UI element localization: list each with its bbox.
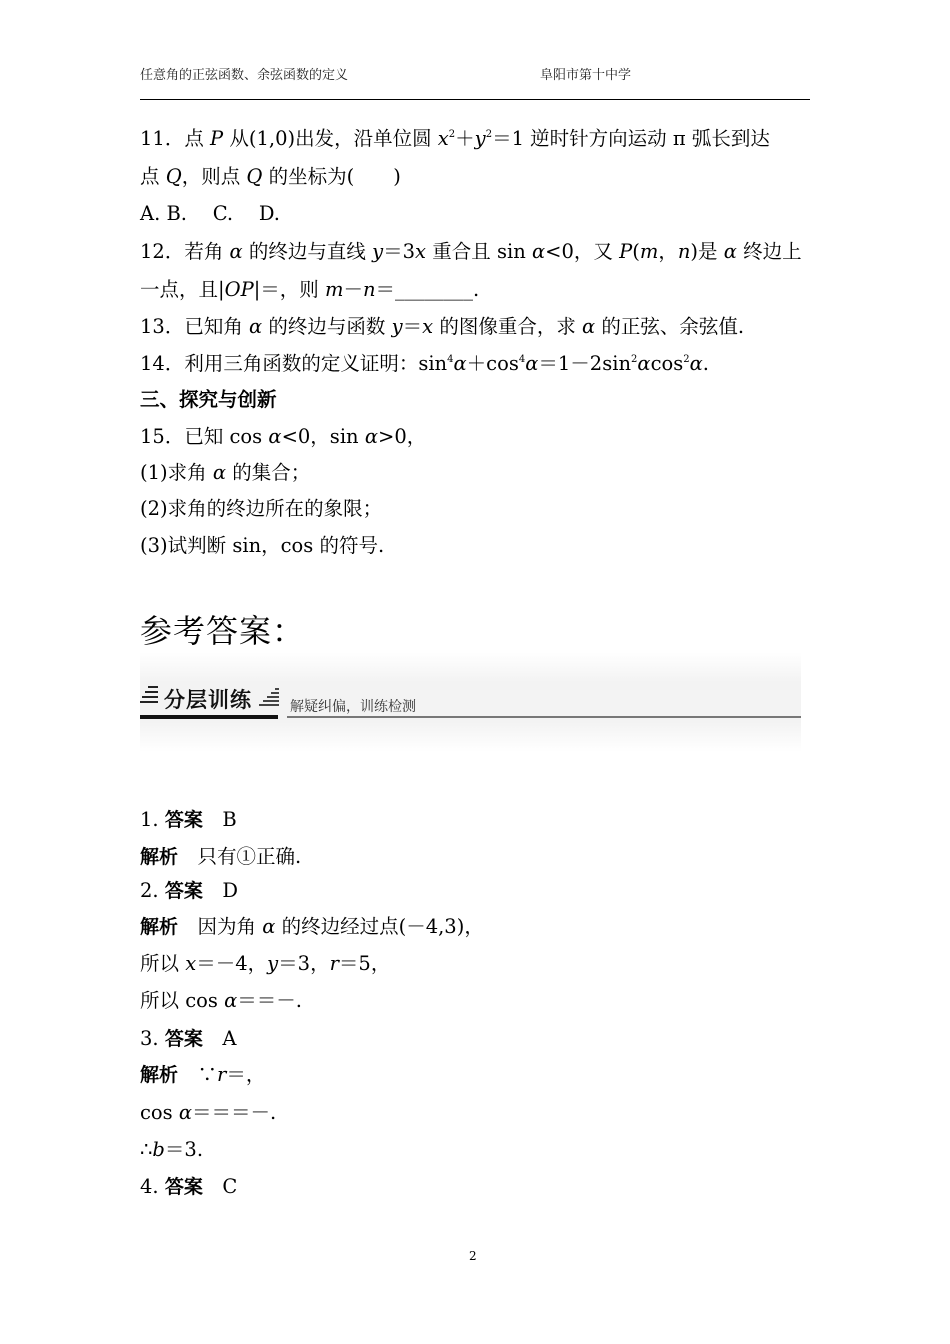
header-school: 阜阳市第十中学 xyxy=(540,68,632,83)
answer-1-explanation: 解析 只有①正确. xyxy=(140,845,302,868)
lines-icon xyxy=(140,686,158,708)
answers-title: 参考答案： xyxy=(140,612,306,650)
answer-2-line-2: 所以 x＝－4，y＝3，r＝5， xyxy=(140,952,391,975)
section-banner xyxy=(140,652,801,752)
answer-3: 3. 答案 A xyxy=(140,1027,237,1050)
question-12-line-2: 一点，且|OP|＝，则 m－n＝________. xyxy=(140,278,480,301)
header-title: 任意角的正弦函数、余弦函数的定义 xyxy=(140,68,349,83)
answer-1: 1. 答案 B xyxy=(140,808,237,831)
banner-subtitle: 解疑纠偏，训练检测 xyxy=(290,699,416,715)
answer-2: 2. 答案 D xyxy=(140,879,238,902)
question-11-options: A. B. C. D. xyxy=(140,202,280,225)
question-15-part-2: (2)求角的终边所在的象限； xyxy=(140,497,383,520)
banner-thick-rule xyxy=(140,715,278,719)
page-number: 2 xyxy=(469,1249,477,1263)
answer-3-line-2: cos α＝＝＝－. xyxy=(140,1101,277,1124)
header-divider xyxy=(140,99,810,100)
banner-heading: 分层训练 xyxy=(164,688,252,712)
question-11-line-2: 点 Q，则点 Q 的坐标为( ) xyxy=(140,165,401,188)
question-12-line-1: 12．若角 α 的终边与直线 y＝3x 重合且 sin α<0，又 P(m，n)是 α 终边上 xyxy=(140,240,802,263)
question-13: 13．已知角 α 的终边与函数 y＝x 的图像重合，求 α 的正弦、余弦值. xyxy=(140,315,745,338)
question-15-part-3: (3)试判断 sin，cos 的符号. xyxy=(140,534,385,557)
section-heading: 三、探究与创新 xyxy=(140,388,277,411)
page-header xyxy=(140,64,810,100)
answer-3-line-3: ∴b＝3. xyxy=(140,1138,204,1161)
banner-thin-rule xyxy=(287,716,801,718)
stair-icon xyxy=(259,688,279,708)
answer-2-explanation: 解析 因为角 α 的终边经过点(－4,3)， xyxy=(140,915,484,938)
question-11-line-1: 11．点 P 从(1,0)出发，沿单位圆 $x^2+y^2=1$ 逆时针方向运动 π 弧长到达 xyxy=(140,127,770,150)
answer-4: 4. 答案 C xyxy=(140,1175,238,1198)
question-15-line-1: 15．已知 cos α<0，sin α>0， xyxy=(140,425,427,448)
question-14: 14．利用三角函数的定义证明：$\sin^4\alpha+\cos^4\alpha=1-2\sin^2\alpha\cos^2\alpha$. xyxy=(140,352,709,375)
answer-3-explanation: 解析 ∵r＝， xyxy=(140,1063,266,1086)
answer-2-line-3: 所以 cos α＝＝－. xyxy=(140,989,302,1012)
question-15-part-1: (1)求角 α 的集合； xyxy=(140,461,311,484)
